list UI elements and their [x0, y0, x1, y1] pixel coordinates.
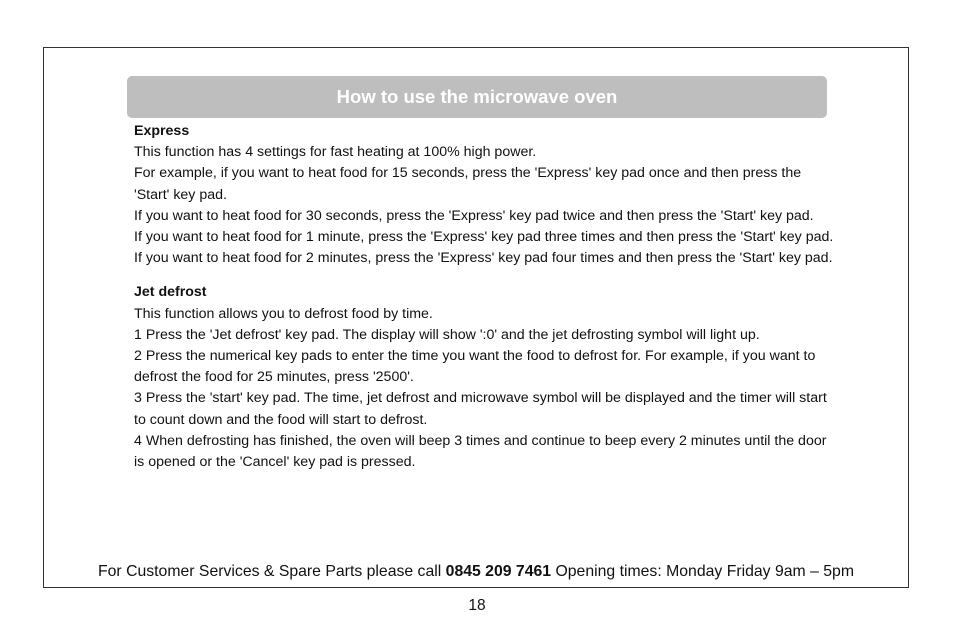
express-paragraph: This function has 4 settings for fast heating at 100% high power.	[134, 144, 537, 161]
express-paragraph: For example, if you want to heat food for 15 seconds, press the 'Express' key pad once and then press the 'Start' key pad.	[134, 165, 802, 203]
express-paragraph: If you want to heat food for 2 minutes, press the 'Express' key pad four times and then press the 'Start' key pad.	[134, 250, 833, 267]
customer-services-footer	[44, 560, 908, 584]
phone-number: 0845 209 7461	[445, 563, 552, 580]
express-section	[134, 121, 839, 269]
jet-defrost-paragraph: 1 Press the 'Jet defrost' key pad. The display will show ':0' and the jet defrosting symbol will light up.	[134, 326, 760, 343]
express-heading: Express	[134, 123, 190, 139]
jet-defrost-paragraph: 4 When defrosting has finished, the oven will beep 3 times and continue to beep every 2 minutes until the door is opened or the 'Cancel' key pad is pressed.	[134, 432, 827, 471]
section-title-bar	[127, 76, 827, 118]
opening-times: Opening times: Monday Friday 9am – 5pm	[555, 563, 854, 580]
jet-defrost-paragraph: 3 Press the 'start' key pad. The time, jet defrost and microwave symbol will be displayed and the timer will start to count down and the food will start to defrost.	[134, 390, 827, 428]
jet-defrost-paragraph: 2 Press the numerical key pads to enter the time you want the food to defrost for. For example, if you want to defrost the food for 25 minutes, press '2500'.	[134, 348, 816, 386]
jet-defrost-section	[134, 282, 839, 473]
jet-defrost-heading: Jet defrost	[134, 284, 207, 301]
jet-defrost-paragraph: This function allows you to defrost food by time.	[134, 305, 433, 322]
express-paragraph: If you want to heat food for 30 seconds, press the 'Express' key pad twice and then press the 'Start' key pad.	[134, 207, 814, 224]
instructions-content	[134, 121, 839, 473]
footer-prefix: For Customer Services & Spare Parts please call	[97, 563, 442, 580]
express-paragraph: If you want to heat food for 1 minute, press the 'Express' key pad three times and then press the 'Start' key pad.	[134, 229, 834, 246]
page-title: How to use the microwave oven	[336, 86, 618, 107]
page-number: 18	[468, 597, 486, 614]
